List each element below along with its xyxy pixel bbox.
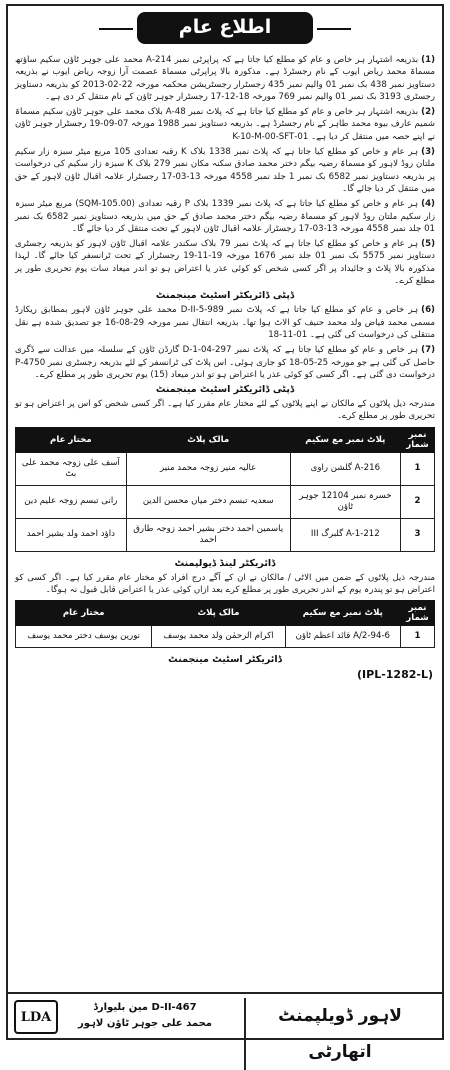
notice-paragraph (15, 344, 435, 381)
final-paragraph: مندرجہ ذیل پلاٹوں کے ضمن میں الاٹی / مالکان نے ان کے آگے درج افراد کو مختار عام مقرر کیا ہے۔ اگر کسی کو اعتراض ہو تو پندرہ یوم کے اندر تحریری طور پر مطلع کرے بعد ازاں کوئی عذر یا اعتراض قابل قبول نہ ہوگا۔ (15, 572, 435, 596)
notice-paragraph (15, 304, 435, 341)
notice-paragraph (15, 106, 435, 143)
office-signature-4: ڈائریکٹر اسٹیٹ مینجمنٹ (168, 654, 282, 666)
notice-paragraph (15, 146, 435, 195)
paragraph-text: ہر عام و خاص کو مطلع کیا جاتا ہے کہ پلاٹ نمبر 1338 بلاک K رقبہ تعدادی 105 مربع میٹر سبزہ زار سکیم ملتان روڈ لاہور کو مسماۃ رضیہ بیگم دختر محمد صادق سکنہ مکان نمبر 279 بلاک K سبزہ زار سکیم کی درخواست پر بذریعہ دستاویز نمبر 6582 بک نمبر 1 جلد نمبر 4558 مورخہ 13-03-17 رجسٹرار علامہ اقبال ٹاؤن لاہور کے حق میں منتقل کر دیا جائے گا۔ (15, 147, 436, 194)
paragraph-number: (7) (421, 345, 435, 356)
table-cell: داؤد احمد ولد بشیر احمد (16, 518, 127, 551)
paragraph-text: بذریعہ اشتہار ہر خاص و عام کو مطلع کیا جاتا ہے کہ پلاٹ نمبر 48-A بلاک محمد علی جوہر ٹاؤن سکیم مسماۃ شمیم عارف بیوہ محمد طاہر کے نام رجسٹرڈ ہے۔ بذریعہ دستاویز نمبر 1988 مورخہ 07-09-19 رجسٹرار جوہر ٹاؤن نے اپنے حصہ میں منتقل کر دیا ہے۔ 01-K-10-M-00-SFT (15, 107, 435, 142)
office-signature-3: ڈائریکٹر لینڈ ڈیولپمنٹ (174, 557, 276, 569)
lda-logo: LDA (14, 1000, 58, 1034)
office-signature-2: ڈپٹی ڈائریکٹر اسٹیٹ مینجمنٹ (155, 384, 295, 396)
authority-name: لاہور ڈویلپمنٹ اتھارٹی (244, 998, 434, 1070)
paragraph-number: (6) (421, 305, 435, 316)
notice-title: اطلاع عام (137, 12, 313, 44)
table-cell: یاسمین احمد دختر بشیر احمد زوجہ طارق احمد (126, 518, 290, 551)
paragraph-text: ہر خاص و عام کو مطلع کیا جاتا ہے کہ پلاٹ نمبر 989-5-D-II محمد علی جوہر ٹاؤن لاہور بمطابق ریکارڈ مسمی محمد فیاض ولد محمد حنیف کو الاٹ ہوا تھا۔ بذریعہ انتقال نمبر مورخہ 29-08-16 جو تصدیق شدہ ہے نقل منتقلی کی درخواست کی گئی ہے۔ 01-11-18 (15, 305, 436, 340)
table-cell: 1 (401, 626, 435, 648)
address-line-1: 467-D-II مین بلیوارڈ (93, 1002, 197, 1013)
column-header: مختار عام (16, 427, 127, 452)
table-cell: 2 (401, 485, 435, 518)
column-header: نمبر شمار (401, 601, 435, 626)
paragraph-text: ہر خاص و عام کو مطلع کیا جاتا ہے کہ پلاٹ نمبر 297-04-D-1 گارڈن ٹاؤن کے سلسلہ میں عدالت سے ڈگری حاصل کی گئی ہے جو مورخہ 25-05-18 کو جاری ہوئی۔ اس پلاٹ کی ٹرانسفر کے لئے بذریعہ رجسٹری نمبر 4750-P درخواست دی گئی ہے۔ اگر کسی کو کوئی عذر یا اعتراض ہو تو اندر میعاد (15) یوم تحریری طور پر مطلع کرے۔ (15, 345, 435, 380)
paragraphs-group-1 (15, 54, 435, 287)
column-header: مختار عام (16, 601, 152, 626)
column-header: پلاٹ نمبر مع سکیم (290, 427, 400, 452)
address-line-2: محمد علی جوہر ٹاؤن لاہور (78, 1018, 212, 1029)
notice-paragraph (15, 54, 435, 103)
table-row (16, 626, 435, 648)
table-cell: آسف علی زوجہ محمد علی بٹ (16, 452, 127, 485)
column-header: نمبر شمار (401, 427, 435, 452)
table-cell: اکرام الرحمٰن ولد محمد یوسف (152, 626, 285, 648)
table-cell: خسرہ نمبر 12104 جوہر ٹاؤن (290, 485, 400, 518)
table-row (16, 452, 435, 485)
footer-address (70, 1000, 220, 1032)
paragraph-text: ہر عام و خاص کو مطلع کیا جاتا ہے کہ پلاٹ نمبر 79 بلاک سکندر علامہ اقبال ٹاؤن لاہور کو بذریعہ رجسٹری دستاویز نمبر 5575 بک نمبر 01 جلد نمبر 1676 مورخہ 19-11-19 رجسٹرار کے تحت ٹرانسفر کیا جائے گا۔ لہذا مذکورہ بالا پلاٹ و جائیداد پر اگر کسی شخص کو کوئی عذر یا اعتراض ہو تو اندر میعاد سات یوم تحریری طور پر مطلع کرے۔ (15, 239, 435, 287)
column-header: مالک پلاٹ (126, 427, 290, 452)
table-row (16, 518, 435, 551)
paragraph-number: (2) (421, 107, 435, 118)
notice-paragraph (15, 198, 435, 235)
table-cell: 212-A-1 گلبرگ III (290, 518, 400, 551)
paragraph-number: (1) (421, 55, 435, 65)
notice-title-wrap (15, 12, 435, 48)
table-cell: 94-6-A/2 قائد اعظم ٹاؤن (285, 626, 400, 648)
table-cell: 216-A گلشن راوی (290, 452, 400, 485)
paragraph-number: (3) (421, 147, 435, 158)
paragraph-number: (4) (421, 199, 435, 210)
paragraphs-group-2 (15, 304, 435, 381)
table-cell: 1 (401, 452, 435, 485)
footer (8, 992, 442, 1062)
table-cell: عالیہ منیر زوجہ محمد منیر (126, 452, 290, 485)
paragraph-number: (5) (421, 239, 435, 250)
paragraph-text: بذریعہ اشتہار ہر خاص و عام کو مطلع کیا جاتا ہے کہ پراپرٹی نمبر 214-A محمد علی جوہر ٹاؤن سکیم ساؤتھ مسماۃ محمد ریاض ایوب کے نام رجسٹرڈ ہے۔ مذکورہ بالا پراپرٹی مسماۃ عصمت آرا زوجہ ریاض ایوب نے بذریعہ دستاویز نمبر 438 بک نمبر 01 والیم نمبر 435 رجسٹرار رجسٹریشن محکمہ مورخہ 22-02-2013 کو بذریعہ دستاویز رجسٹری 3193 بک نمبر 01 والیم نمبر 769 مورخہ 18-12-17 رجسٹرار جوہر ٹاؤن کے نام منتقل کر دی ہے۔ (15, 55, 436, 102)
table-row (16, 485, 435, 518)
notice-paragraph (15, 238, 435, 287)
table-cell: 3 (401, 518, 435, 551)
attorney-table-1 (15, 427, 435, 552)
table-cell: سعدیہ تبسم دختر میاں محسن الدین (126, 485, 290, 518)
reference-number: (IPL-1282-L) (357, 668, 433, 682)
public-notice (6, 4, 444, 1062)
attorney-table-2 (15, 600, 435, 648)
table-cell: نورین یوسف دختر محمد یوسف (16, 626, 152, 648)
table-cell: رانی تبسم زوجہ علیم دین (16, 485, 127, 518)
intro-paragraph: مندرجہ ذیل پلاٹوں کے مالکان نے اپنے پلاٹوں کے لئے مختار عام مقرر کیا ہے۔ اگر کسی شخص کو اس پر اعتراض ہو تو تحریری طور پر مطلع کرے۔ (15, 399, 435, 422)
office-signature-1: ڈپٹی ڈائریکٹر اسٹیٹ مینجمنٹ (155, 290, 295, 302)
column-header: مالک پلاٹ (152, 601, 285, 626)
column-header: پلاٹ نمبر مع سکیم (285, 601, 400, 626)
paragraph-text: ہر عام و خاص کو مطلع کیا جاتا ہے کہ پلاٹ نمبر 1339 بلاک P رقبہ تعدادی (105.00-SQM) مربع میٹر سبزہ زار سکیم ملتان روڈ لاہور کو مسماۃ رضیہ بیگم دختر محمد صادق کے حق میں بذریعہ دستاویز نمبر 6582 بک نمبر 01 جلد نمبر 4558 مورخہ 13-03-17 رجسٹرار علامہ اقبال ٹاؤن لاہور کے تحت منتقل کر دیا جائے گا۔ (15, 199, 435, 234)
